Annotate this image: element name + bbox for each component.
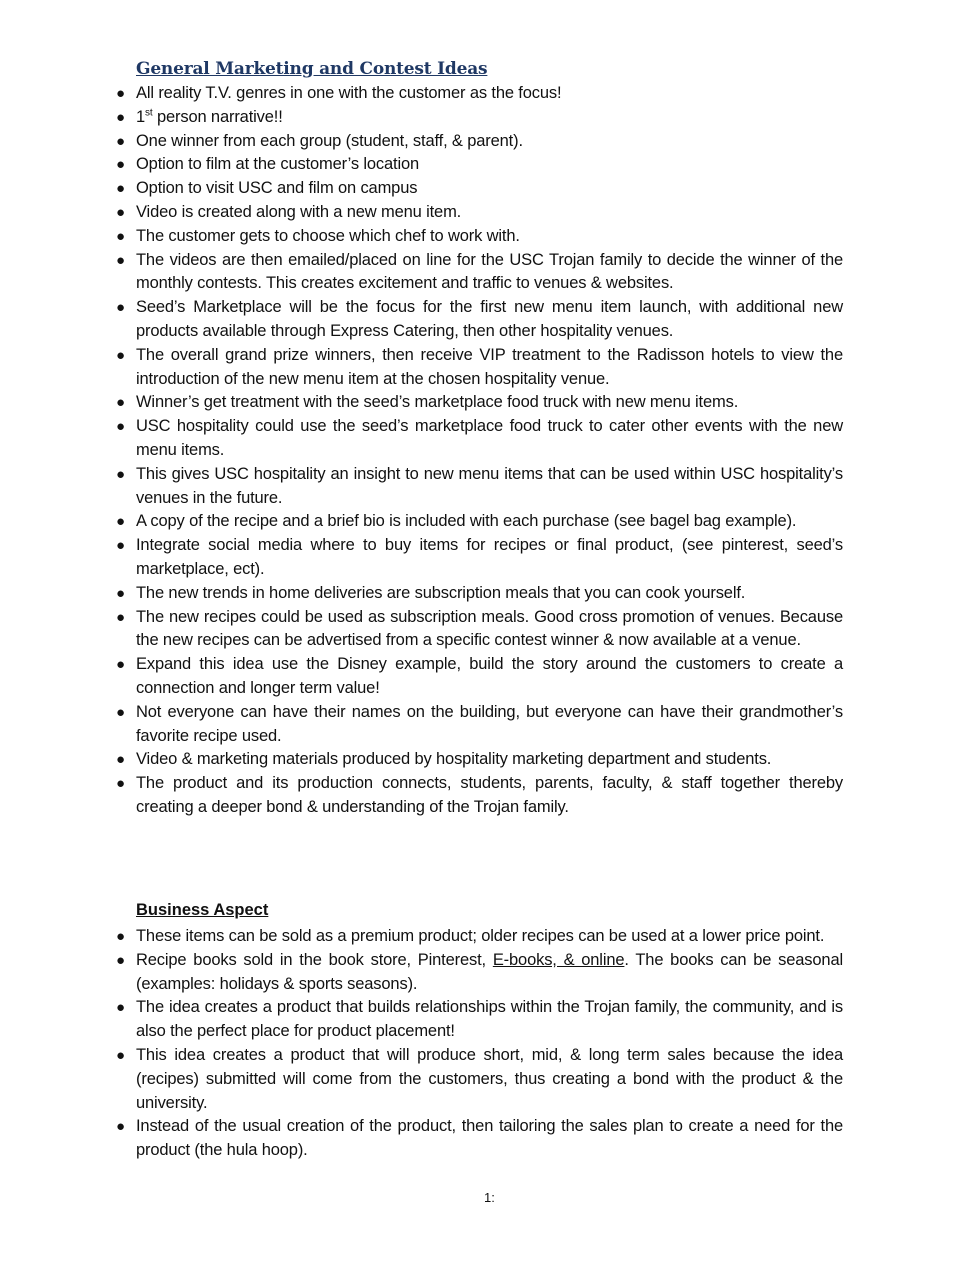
list-item: ● Seed’s Marketplace will be the focus for the first new menu item launch, with additional new products available through Express Catering, then other hospitality venues. [116,298,843,340]
list-item: ● Not everyone can have their names on the building, but everyone can have their grandmother’s favorite recipe used. [116,702,843,745]
bullet-icon: ● [116,132,125,150]
bullet-icon: ● [116,584,125,602]
list-item: ● The new recipes could be used as subscription meals. Good cross promotion of venues. Because the new recipes can be advertised from a specific contest winner & now available at a venue. [116,607,843,650]
bullet-icon: ● [116,85,125,102]
bullet-icon: ● [116,394,125,412]
list-item: ● These items can be sold as a premium product; older recipes can be used at a lower price point. [0,925,843,949]
list-item: ● This gives USC hospitality an insight to new menu items that can be used within USC hospitality’s venues in the future. [116,464,843,507]
marketing-ideas-list [0,82,843,820]
list-item: ● Video & marketing materials produced by hospitality marketing department and students. [0,748,843,772]
list-item: ● This idea creates a product that will produce short, mid, & long term sales because the idea (recipes) submitted will come from the customers, thus creating a bond with the product & the university. [116,1045,843,1112]
list-item: ● Recipe books sold in the book store, Pinterest, E-books, & online. The books can be seasonal (examples: holidays & sports seasons). [116,950,844,993]
bullet-icon: ● [116,1046,125,1064]
bullet-icon: ● [116,346,125,364]
list-item: ● Integrate social media where to buy items for recipes or final product, (see pinterest, seed’s marketplace, ect). [116,536,843,578]
list-item: ● Option to film at the customer’s location [0,153,843,177]
bullet-icon: ● [116,751,125,769]
section-heading-marketing: General Marketing and Contest Ideas [136,59,488,79]
bullet-icon: ● [116,1118,125,1136]
list-item: ● The product and its production connects, students, parents, faculty, & staff together thereby creating a deeper bond & understanding of the Trojan family. [116,774,843,816]
list-item: ● The videos are then emailed/placed on line for the USC Trojan family to decide the winner of the monthly contests. This creates excitement and traffic to venues & websites. [116,250,843,293]
bullet-icon: ● [116,299,125,317]
bullet-icon: ● [116,203,125,221]
bullet-icon: ● [116,928,125,945]
bullet-icon: ● [116,703,125,721]
list-item: ● Instead of the usual creation of the product, then tailoring the sales plan to create a need for the product (the hula hoop). [116,1117,843,1160]
bullet-icon: ● [116,108,125,126]
list-item: ● The new trends in home deliveries are subscription meals that you can cook yourself. [0,582,843,606]
bullet-icon: ● [116,180,125,198]
bullet-icon: ● [116,656,125,674]
list-item: ● Video is created along with a new menu item. [0,201,843,225]
bullet-icon: ● [116,775,125,793]
list-item: ● Option to visit USC and film on campus [0,177,843,201]
list-item: ● Winner’s get treatment with the seed’s marketplace food truck with new menu items. [0,391,843,415]
bullet-icon: ● [116,608,125,626]
bullet-icon: ● [116,156,125,174]
bullet-icon: ● [116,465,125,483]
bullet-icon: ● [116,251,125,269]
list-item: ● 1st person narrative!! [0,106,843,130]
list-item: ● Expand this idea use the Disney example, build the story around the customers to create a connection and longer term value! [116,655,843,697]
bullet-icon: ● [116,513,125,531]
page-number: 1: [484,1190,495,1205]
bullet-icon: ● [116,537,125,555]
bullet-icon: ● [116,227,125,245]
list-item: ● A copy of the recipe and a brief bio is included with each purchase (see bagel bag example). [0,510,843,534]
ebooks-link[interactable]: E-books, & online [492,950,625,969]
list-item: ● One winner from each group (student, staff, & parent). [0,130,843,154]
list-item: ● USC hospitality could use the seed’s marketplace food truck to cater other events with the new menu items. [116,417,843,459]
bullet-icon: ● [116,418,125,436]
section-heading-business: Business Aspect [136,901,269,919]
list-item: ● The idea creates a product that builds relationships within the Trojan family, the community, and is also the perfect place for product placement! [116,998,843,1041]
list-item: ● The customer gets to choose which chef to work with. [0,225,843,249]
business-aspect-list [0,925,843,1163]
list-item: ● The overall grand prize winners, then receive VIP treatment to the Radisson hotels to view the introduction of the new menu item at the chosen hospitality venue. [116,345,843,388]
bullet-icon: ● [116,951,125,969]
bullet-icon: ● [116,999,125,1017]
list-item: ● All reality T.V. genres in one with the customer as the focus! [0,82,843,106]
